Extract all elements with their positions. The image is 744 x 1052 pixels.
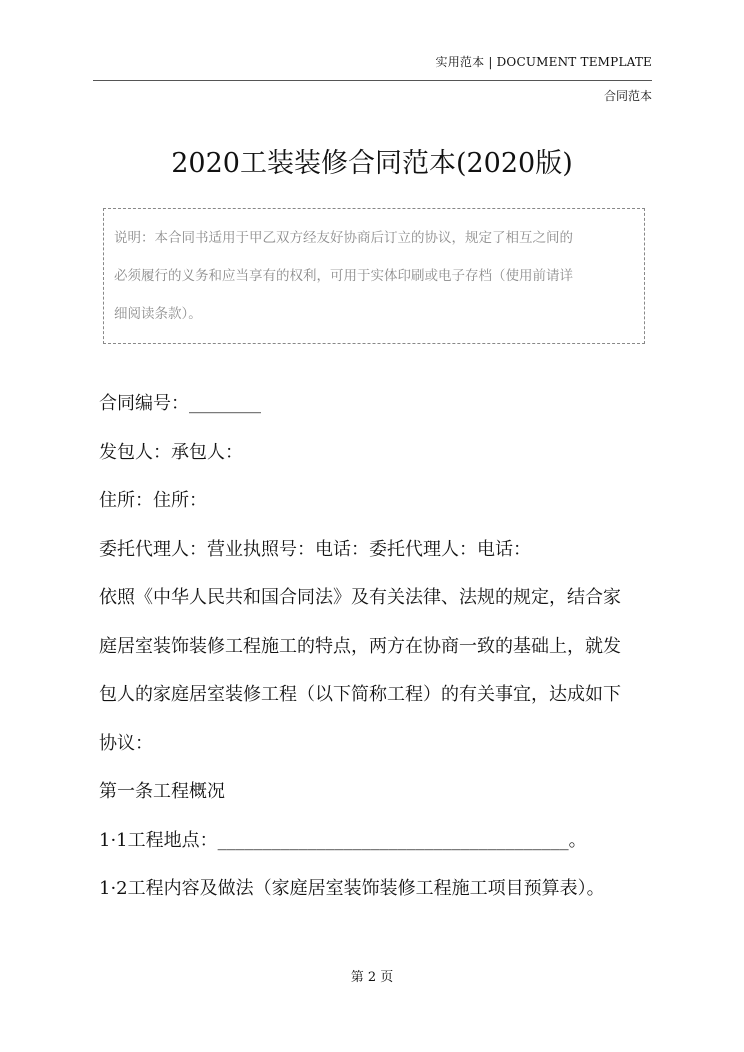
- page-number: 第 2 页: [350, 970, 394, 985]
- preamble-line: 协议：: [99, 732, 153, 754]
- parties-line: 发包人：承包人：: [99, 441, 243, 463]
- header-category: 合同范本: [603, 89, 652, 103]
- description-line: 必须履行的义务和应当享有的权利，可用于实体印刷或电子存档（使用前请详: [114, 268, 573, 284]
- address-line: 住所：住所：: [99, 490, 207, 511]
- description-line: 说明：本合同书适用于甲乙双方经友好协商后订立的协议，规定了相互之间的: [114, 230, 573, 246]
- agent-line: 委托代理人：营业执照号：电话：委托代理人：电话：: [99, 538, 531, 560]
- contract-number-field: 合同编号：________: [99, 393, 261, 414]
- clause-line: 1·2工程内容及做法（家庭居室装饰装修工程施工项目预算表）。: [99, 878, 605, 899]
- description-box: [103, 208, 645, 344]
- document-title: 2020工装装修合同范本(2020版): [171, 148, 573, 179]
- preamble-line: 包人的家庭居室装修工程（以下简称工程）的有关事宜，达成如下: [99, 684, 621, 705]
- contract-body: [99, 380, 659, 914]
- article-heading: 第一条工程概况: [99, 781, 225, 802]
- header-divider: [93, 80, 652, 81]
- clause-line: 1·1工程地点：_______________________________________。: [99, 829, 587, 851]
- description-line: 细阅读条款）。: [114, 306, 202, 322]
- preamble-line: 依照《中华人民共和国合同法》及有关法律、法规的规定，结合家: [99, 587, 621, 608]
- preamble-line: 庭居室装饰装修工程施工的特点，两方在协商一致的基础上，就发: [99, 635, 621, 657]
- header-template-label: 实用范本 | DOCUMENT TEMPLATE: [435, 55, 652, 69]
